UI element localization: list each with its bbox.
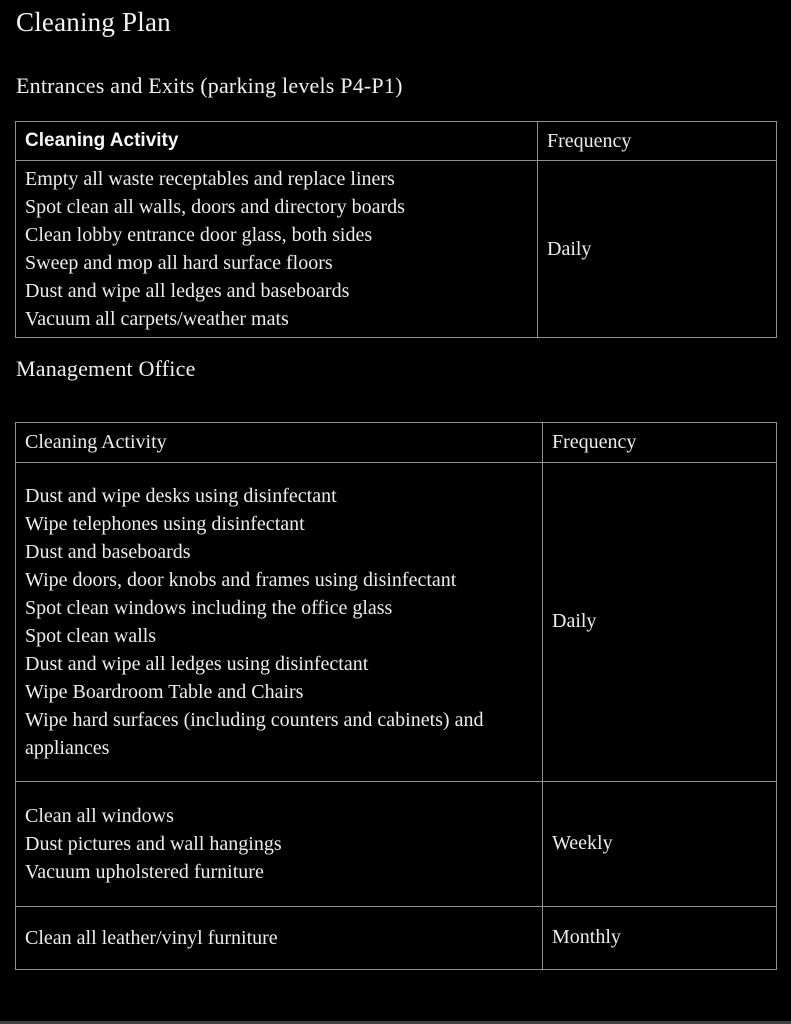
activity-item: Dust and wipe all ledges and baseboards — [25, 280, 350, 303]
activity-item: Wipe telephones using disinfectant — [25, 512, 305, 535]
activity-item: Dust and baseboards — [25, 540, 191, 563]
activity-item: Dust and wipe all ledges using disinfectant — [25, 652, 369, 675]
activity-list-cell — [16, 161, 538, 338]
activity-item: Wipe hard surfaces (including counters and cabinets) and appliances — [25, 708, 484, 759]
table-header-row — [16, 422, 777, 462]
column-header-frequency: Frequency — [543, 422, 777, 462]
table-row-daily — [16, 161, 777, 338]
table-row-monthly — [16, 906, 777, 969]
activity-item: Sweep and mop all hard surface floors — [25, 252, 333, 275]
frequency-cell: Daily — [543, 462, 777, 781]
entrances-exits-table — [15, 121, 777, 338]
activity-list-cell — [16, 462, 543, 781]
activity-item: Clean all leather/vinyl furniture — [25, 926, 278, 949]
table-header-row — [16, 122, 777, 161]
activity-item: Spot clean windows including the office glass — [25, 596, 393, 619]
page-title: Cleaning Plan — [16, 7, 171, 37]
activity-item: Wipe doors, door knobs and frames using disinfectant — [25, 568, 457, 591]
activity-item: Vacuum all carpets/weather mats — [25, 308, 289, 331]
management-office-table — [15, 422, 777, 970]
activity-item: Wipe Boardroom Table and Chairs — [25, 680, 304, 703]
table-row-weekly — [16, 781, 777, 906]
activity-item: Spot clean walls — [25, 624, 157, 647]
activity-item: Clean all windows — [25, 804, 174, 827]
column-header-cleaning-activity: Cleaning Activity — [16, 422, 543, 462]
activity-item: Empty all waste receptables and replace liners — [25, 168, 395, 191]
activity-list-cell — [16, 906, 543, 969]
activity-item: Dust pictures and wall hangings — [25, 832, 282, 855]
activity-item: Dust and wipe desks using disinfectant — [25, 484, 337, 507]
column-header-cleaning-activity: Cleaning Activity — [16, 122, 538, 161]
section-heading-entrances-exits: Entrances and Exits (parking levels P4-P1) — [16, 72, 403, 98]
section-heading-management-office: Management Office — [16, 356, 196, 382]
frequency-cell: Monthly — [543, 906, 777, 969]
table-row-daily — [16, 462, 777, 781]
activity-item: Spot clean all walls, doors and directory boards — [25, 196, 405, 219]
frequency-cell: Daily — [538, 161, 777, 338]
column-header-frequency: Frequency — [538, 122, 777, 161]
activity-item: Vacuum upholstered furniture — [25, 860, 264, 883]
frequency-cell: Weekly — [543, 781, 777, 906]
activity-item: Clean lobby entrance door glass, both sides — [25, 224, 373, 247]
activity-list-cell — [16, 781, 543, 906]
